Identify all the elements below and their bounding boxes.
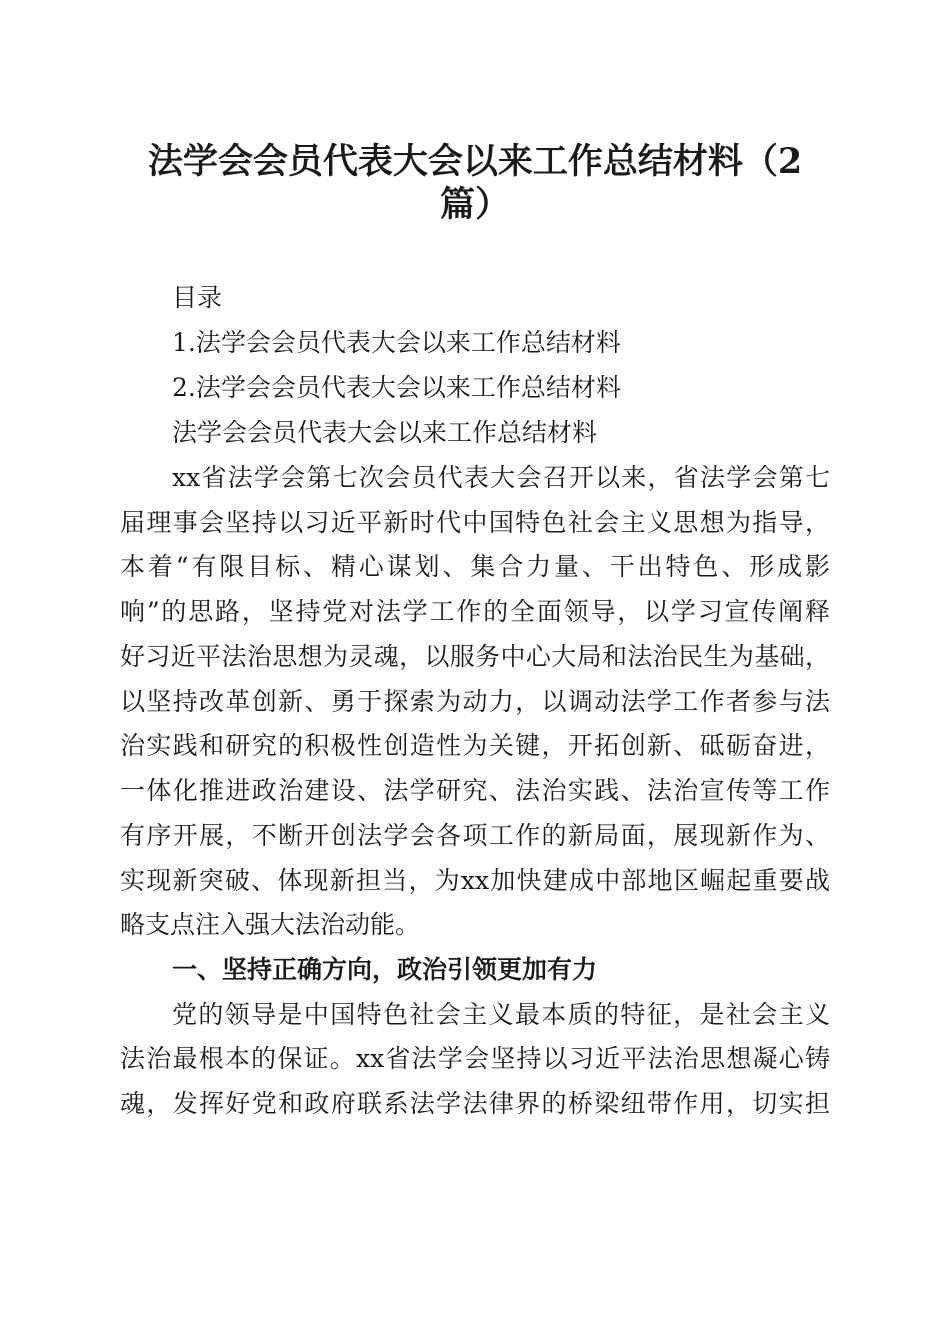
toc-item-1: 1.法学会会员代表大会以来工作总结材料	[172, 328, 621, 357]
paragraph-1-line: 好习近平法治思想为灵魂，以服务中心大局和法治民生为基础，	[120, 642, 830, 671]
paragraph-1-line: 治实践和研究的积极性创造性为关键，开拓创新、砥砺奋进，	[120, 731, 830, 760]
paragraph-1-line: xx省法学会第七次会员代表大会召开以来，省法学会第七	[172, 463, 830, 492]
section-1-heading: 一、坚持正确方向，政治引领更加有力	[172, 955, 598, 984]
paragraph-1-line: 响”的思路，坚持党对法学工作的全面领导，以学习宣传阐释	[120, 597, 830, 626]
paragraph-1-line: 有序开展，不断开创法学会各项工作的新局面，展现新作为、	[120, 821, 830, 850]
paragraph-1-line: 以坚持改革创新、勇于探索为动力，以调动法学工作者参与法	[120, 687, 830, 716]
document-title-line-2: 篇）	[439, 184, 510, 225]
paragraph-1-line: 一体化推进政治建设、法学研究、法治实践、法治宣传等工作	[120, 776, 830, 805]
paragraph-2-line: 魂，发挥好党和政府联系法学法律界的桥梁纽带作用，切实担	[120, 1089, 830, 1118]
paragraph-2-line: 法治最根本的保证。xx省法学会坚持以习近平法治思想凝心铸	[120, 1044, 830, 1073]
paragraph-1-line: 实现新突破、体现新担当，为xx加快建成中部地区崛起重要战	[120, 866, 830, 895]
paragraph-2-line: 党的领导是中国特色社会主义最本质的特征，是社会主义	[172, 1000, 830, 1029]
toc-label: 目录	[172, 283, 223, 312]
paragraph-1-line: 略支点注入强大法治动能。	[120, 910, 421, 939]
paragraph-1-line: 本着“有限目标、精心谋划、集合力量、干出特色、形成影	[120, 552, 830, 581]
toc-item-2: 2.法学会会员代表大会以来工作总结材料	[172, 373, 621, 402]
paragraph-1-line: 届理事会坚持以习近平新时代中国特色社会主义思想为指导，	[120, 508, 830, 537]
article-title: 法学会会员代表大会以来工作总结材料	[172, 418, 598, 447]
document-title-line-1: 法学会会员代表大会以来工作总结材料（2	[147, 141, 803, 182]
